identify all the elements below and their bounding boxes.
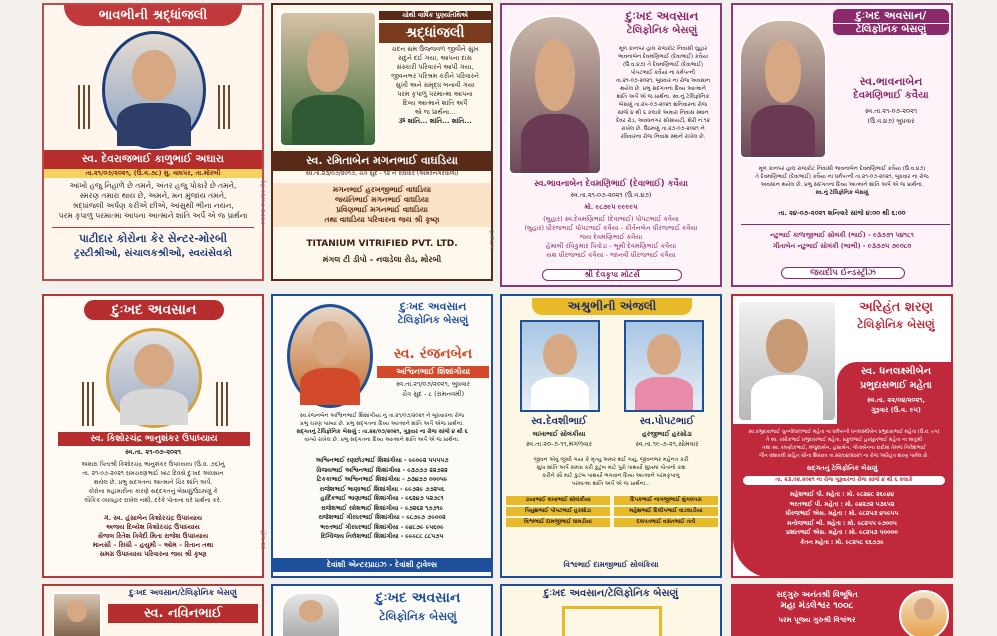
contact-line: રાજેશભાઈ રમેશભાઈ શિશાંગીયા - ૯૭૨૬૨ ૧૭૭૧૯ xyxy=(320,504,444,512)
notice-line: અવસાન થયેલ છે. પ્રભુ સદગતના દિવ્ય આત્માને શાંતિ અર્પે એ જ પ્રાર્થના. xyxy=(760,182,924,188)
portrait-photo xyxy=(281,592,341,636)
ad-banner: અશ્રુભીની અંજલી xyxy=(532,298,692,315)
family-member: જયંતિભાઈ મગનભાઈ વાઘડિયા xyxy=(335,195,429,204)
ad-banner: ભાવભીની શ્રદ્ધાંજલી xyxy=(64,5,242,26)
contact-line: રાજેશભાઈ ભાણાભાઈ શિશાંગીયા - ૯૯૭૨૯ ૭૭૨૫૬ xyxy=(319,485,445,493)
ad-banner: દુઃખદ અવસાન xyxy=(625,9,699,23)
ad-banner: દુઃખદ અવસાન xyxy=(399,300,467,313)
portrait-photo xyxy=(737,300,837,422)
family-member: વિશ્વભાઈ દામજીભાઈ ધામડીયા xyxy=(506,518,610,527)
ad-banner: દુઃખદ અવસાન xyxy=(375,590,461,606)
family-member: હેમાલી રવિકુમાર પિત્રોડા - ભૂમી દેવમણિભાઈ કવૈયા xyxy=(545,242,677,250)
incense-right-icon xyxy=(212,372,232,426)
obituary-ad-row3-2 xyxy=(271,584,493,636)
contact-line: ભરતભાઈ ગીરધરભાઈ શિશાંગીયા - ૯૪૮૭૯ ૯૫૬૦૯ xyxy=(320,523,444,531)
ad-banner: દુઃખદ અવસાન/ટેલિફોનિક બેસણું xyxy=(543,588,679,599)
header-line: સદ્ગુરુ અનંતશ્રી વિભૂષિત xyxy=(776,590,858,599)
deceased-name-2: અશ્વિનભાઈ શિશાંગીયા xyxy=(377,366,489,378)
ad-banner: શ્રદ્ધાંજલી xyxy=(379,23,491,43)
family-member: પ્રવિણભાઈ મગનભાઈ વાઘડિયા xyxy=(336,205,428,214)
portrait-photo xyxy=(739,19,827,159)
deceased-name-2: દેવમણિભાઈ કવૈયા xyxy=(853,90,929,101)
om-shanti: ૐ શાંતિ... શાંતિ... શાંતિ... xyxy=(398,117,472,125)
ad-banner: દુઃખદ અવસાન xyxy=(84,300,224,320)
besnu-label: સદ્ગતનું ટેલિફોનિક બેસણું xyxy=(806,464,878,472)
notice-line: મૂળ કાનપર હાલ રાજકોટ નિવાસી ભાવનાબેન દેવમણિભાઈ કવૈયા (ઉ.વ.૪૭) xyxy=(758,166,926,172)
family-member: દલપતભાઈ વસંતભાઈ તંતી xyxy=(614,518,718,527)
deceased-name: સ્વ.ભાવનાબેન xyxy=(859,75,923,88)
family-member: દિપકભાઈ નાગજીભાઈ મુંગલપરા xyxy=(614,496,718,505)
obituary-ad-kishorchandra xyxy=(42,294,264,578)
notice-line: સ્વ.નું ટેલિફોનિક બેસણું xyxy=(815,190,869,196)
dates: તા.૨૧/૦૭/૨૦૨૧, (ઉ.વ.૭૮) મુ. વાઘપર, તા.મોરબી xyxy=(44,169,262,178)
notice-line: સદ્ગતનું ટેલિફોનિક બેસણું : તા.૨૨/૦૭/૨૦૨૧, ગુરૂવાર ના રોજ સાંજે ૪ થી ૬ xyxy=(296,429,468,435)
contact-line: હાર્દિકભાઈ ભાણાભાઈ શિશાંગીયા - ૯૬૨૪૭ ૫૨૭૮૧ xyxy=(320,495,444,502)
contact-line: પ્રશાંતભાઈ એસ. મહેતા : મો. ૯૮૨૫૩ ૫૦૦૦૦ xyxy=(786,529,898,536)
company-address: મંગલ ટી ડીપો – નવાડેલા રોડ, મોરબી xyxy=(322,255,442,264)
deceased-name: સ્વ. રંજનબેન xyxy=(393,346,473,362)
notice-line: અમારા પિતાશ્રી કિશોરચંદ્ર ભાનુશંકર ઉપાધ્યાય (ઉ.વ. ૭૬)નું xyxy=(81,461,225,468)
deceased-name: સ્વ. નવિનભાઈ xyxy=(108,604,258,623)
sponsor: શ્રી દેવકૃપા મોટર્સ xyxy=(542,269,682,281)
notice-line: રવિવારના રોજ નિવાસ સ્થાને રાખેલ છે. xyxy=(620,134,706,140)
date-right: સ્વ.તા.૧૯-૭-૨૧,સોમવાર xyxy=(635,440,699,448)
portrait-photo xyxy=(102,31,206,149)
notice-line: કરીને સૌ માટે કુટંબ પાથર્યો ભગવાન દિવ્ય આત્માને પરમકૃપાળુ xyxy=(542,473,680,479)
poem-line: જીવનભર પરિશ્રમ કરીને પરિવારને xyxy=(391,72,479,80)
contact-line: ગીતાબેન નટુભાઈ સોલંકી (ભાભી) - ૯૩૭૭૫ ૭૯૦૮૦ xyxy=(772,242,912,250)
sub-name-right: હરજીભાઈ હરસોડા xyxy=(642,430,692,438)
ad-banner: દુઃખદ અવસાન/ xyxy=(833,9,949,23)
portrait-photo xyxy=(52,592,102,636)
portrait-photo xyxy=(106,328,202,428)
notice-line: તા.૨૧-૦૭-૨૦૨૧, બુધવાર ના રોજ અવસાન xyxy=(615,78,711,84)
contact-line: કેતન મહેતા : મો. ૯૮૨૫૮ ૬૬૭૭૯ xyxy=(800,538,884,546)
family-member: મગનભાઈ હરખજીભાઈ વાઘડિયા xyxy=(332,185,432,194)
notice-line: (ઉ.વ.૪૭) તે દેવમણિભાઈ (દેવાભાઈ) xyxy=(622,62,704,68)
org-members: ટ્રસ્ટીશ્રીઓ, સંચાલકશ્રીઓ, સ્વયંસેવકો xyxy=(74,248,232,259)
company-name: TITANIUM VITRIFIED PVT. LTD. xyxy=(306,239,458,249)
contact-line: ધીરજભાઈ એસ. મહેતા : મો. ૯૮૨૫૩ ૪૫૯૫૫ xyxy=(785,510,899,517)
besnu-time: તા. ૨૪-૦૭-૨૦૨૧ શનિવારે સાંજે ૪:૦૦ થી ૬:૦૦ xyxy=(778,209,906,217)
contact-line: મનોજભાઈ બી. મહેતા : મો. ૯૮૨૫૫ ૯૭૦૦૫ xyxy=(787,519,897,527)
family-member: જય દેવમણિભાઈ કવૈયા xyxy=(579,233,643,241)
deceased-name: સ્વ. કિશોરચંદ્ર ભાનુશંકર ઉપાધ્યાય xyxy=(58,432,250,446)
dates: સ્વ.તા.૨૧-૦૭-૨૦૨૧ xyxy=(864,107,918,115)
notice-line: મૂળ કાનપર હાલ રાજકોટ નિવાસી લુહાર xyxy=(618,46,708,52)
notice-line: થયેલ છે. પ્રભુ સદગતના દિવ્ય આત્માને xyxy=(620,86,706,92)
header-line: મહા મંડલેશ્વર ૧૦૦૮ xyxy=(780,601,854,611)
obituary-ad-ramitaben xyxy=(271,3,493,281)
family-member: માનસી – રિધ્ધી – હયુમી – ઓમ – રિતાન તથા xyxy=(92,541,214,549)
notice-line: તે સ્વ. રસીકભાઈ પ્રભુદાસભાઈ મહેતા, પ્રફુલભાઈ હરસુખભાઈ મહેતા ના માતુશ્રી xyxy=(765,437,923,443)
poem-line: સદુને દઈ ગયા, આપના દાસ xyxy=(398,54,472,62)
age: ગુરૂવાર (ઉ.વ. ૯૫) xyxy=(871,406,921,414)
notice-line: થયેલ છે. પ્રભુ સદગતના આત્માને ચિર શાંતિ અર્પે. xyxy=(93,479,213,486)
notice-line: વાગ્યે રાખેલ છે. પ્રભુ સદ્ગતના દિવ્ય આત્માને શાંતિ અર્પે એ જ પ્રાર્થના. xyxy=(304,437,460,443)
portrait-photo xyxy=(279,11,377,147)
header-line: પરમ પૂજ્ય ગુરુશ્રી વિશ્વંભર xyxy=(778,616,856,624)
deceased-name: સ્વ. રમિતાબેન મગનભાઈ વાઘડિયા xyxy=(273,151,491,171)
notice-line: પોપટભાઈ કવૈયા ના ધર્મપત્ની xyxy=(630,70,696,76)
notice-line: પરમાત્મા શાંતિ અર્પે એ જ પ્રાર્થના... xyxy=(571,481,651,487)
dates: સ્વ.તા.૨૧/૦૭/૨૦૨૧, બુધવાર xyxy=(395,380,471,388)
ad-banner-sub: ટેલિફોનિક બેસણું xyxy=(379,610,457,623)
family-member: ડાયાભાઈ લખાભાઈ સોલંકીયા xyxy=(506,496,610,505)
contact-line: રાજેશભાઈ ગીરધરભાઈ શિશાંગીયા - ૯૮૭૯૭ ૭૯૦૦૨ xyxy=(318,514,446,521)
contact-line: ટિકકાભાઈ અશ્વિનભાઈ શિશાંગીયા - ૭૩૪૭૭ ૦૦૦૫૯ xyxy=(316,476,448,483)
deceased-name: સ્વ. ધનલક્ષ્મીબેન xyxy=(860,366,932,377)
dates: સ્વ.તા.૨૩/૦૭/૨૦૧૭, ચૈત્ર સુદ - ૧૨ ને રવિવાર (અમરનગરવાળા) xyxy=(305,170,459,177)
sponsor: જયદીપ ઈન્ડસ્ટ્રીઝ xyxy=(781,267,905,279)
age: (ઉ.વ.૪૭) બુધવાર xyxy=(867,117,915,125)
deceased-name-left: સ્વ.દેવશીભાઈ xyxy=(531,416,587,427)
ad-banner-sub: ટેલિફોનિક બેસણું xyxy=(833,24,949,35)
family-member: અજય દિવ્યેશ કિશોરચંદ્ર ઉપાધ્યાય xyxy=(106,523,200,531)
contact-line: વિજયભાઈ અશ્વિનભાઈ શિશાંગીયા - ૯૩૭૭૭ ૨૨૭૨૨ xyxy=(316,466,448,474)
org-name: પાટીદાર કોરોના કેર સેન્ટર-મોરબી xyxy=(79,232,227,245)
obituary-ad-devshibhai-popatbhai xyxy=(500,294,722,578)
family-member: સેજલ રિતેશ ત્રિવેદી મિતા રાજેશ ઉપાધ્યાય xyxy=(97,532,209,540)
sub-name-left: લાખાભાઈ સોલંકીયા xyxy=(532,430,586,438)
notice-line: રાખેલ છે. ઉઠમણું તા.૨૭-૦૭-૨૦૨૧ ને xyxy=(621,126,705,132)
tribute-line: શ્રદ્ધાંજલી અર્પણ કરીએ છીએ, આંસુથી ભીના નયન, xyxy=(72,201,234,210)
notice-line: દેવર રોડ, અવધનગર સોસાયટી, શેરી નં.૧૨ xyxy=(616,118,710,124)
sponsor: વિશ્વભાઈ દામજીભાઈ સોલંકિયા xyxy=(563,560,659,569)
family-member: પિયુશભાઈ પોપટભાઈ હરસોડા xyxy=(506,507,610,516)
family-member: મહેશભાઈ દિલીપભાઈ વાડલાડીયા xyxy=(614,507,718,516)
contact-line: ભરતભાઈ પી. મહેતા : મો. ૯૪૨૭૨ ૫૩૬૫૨ xyxy=(789,500,895,508)
poem-line: સુખી અને સમૃદ્ધ બનાવી ગયા xyxy=(395,81,475,89)
contact-line: અશ્વિનભાઈ રણછોડભાઈ શિશાંગીયા - ૯૯૦૯૨ ૫૫૫૫૭ xyxy=(315,457,449,464)
notice-line: સ્વ.રંજનબેન અશ્વિનભાઈ શિશાંગીયા નું તા.૨૧/૦૭/૨૦૨૧ ને બુધવારના રોજ xyxy=(299,413,465,419)
sponsor: દેવાંશી એન્ટરપ્રાઇઝ - દેવાંશી ટ્રાવેલ્સ xyxy=(273,558,491,572)
contact-line: મહેશભાઈ પી. મહેતા : મો. ૯૮૨૪૮ ૨૬૯૪૪ xyxy=(789,491,895,498)
poem-line: દિવ્ય આત્માને શાંતિ અર્પે xyxy=(402,99,468,107)
ad-banner-sub: ટેલિફોનિક બેસણું xyxy=(397,315,469,326)
family-member: (લુહાર) ધીરજભાઈ પોપટભાઈ કવૈયા - કીર્તનબેન ધીરજભાઈ કવૈયા xyxy=(524,224,698,232)
notice-line: જૈન વંશાવલી સહિત સૌના શિરછત્ર તા.૨૨/૦૪/૨૦૨૧ ના રોજ અરિહંત શરણ પામેલ છે. xyxy=(759,453,929,459)
ad-code: રૂ.૧૧૭૫ xyxy=(488,230,495,250)
ad-banner-sub: ટેલિફોનિક બેસણું xyxy=(857,318,935,331)
notice-line: શાંતિ અર્પે એ જ પ્રાર્થના. સ્વ.નું ટેલિફોનિક xyxy=(616,94,710,100)
notice-line: ભાવનાબેન દેવમણિભાઈ (દેવાભાઈ) કવૈયા xyxy=(617,54,709,60)
deceased-name: સ્વ.ભાવનાબેન દેવમણિભાઈ (દેવાભાઈ) કવૈયા xyxy=(534,179,688,189)
phone: મો. ૯૮૭૯૫ ૯૯૯૯૫ xyxy=(584,203,638,211)
notice-line: બેસણું તા.૨૫-૦૭-૨૦૨૧ શનિવારના રોજ xyxy=(618,102,708,108)
ad-code: ધ્રોળ-૨૨ xyxy=(259,530,266,549)
notice-line: તા. ૨૧-૦૭-૨૦૨૧ રામચરણભાઈ ખાંટ દિવસે દુઃખદ અવસાન xyxy=(82,470,224,477)
anniversary-label: ચોથી વાર્ષિક પુણ્યતિથિએ xyxy=(379,11,491,20)
incense-left-icon xyxy=(78,372,98,426)
obituary-ad-dhanlaxmiben xyxy=(731,294,953,578)
obituary-ad-bhavnaben-2 xyxy=(731,3,953,287)
ad-banner: અરિહંત શરણ xyxy=(859,300,933,315)
tribute-line: પરમ કૃપાળુ પરમાત્મા આપના આત્માને શાંતિ અર્પે એ જ પ્રાર્થના xyxy=(58,211,248,220)
notice-line: જીવન એવું જીવી ગયા કે મૃત્યુ અમર થઈ ગયું, જીવનભર મહેનત કરી xyxy=(533,457,689,463)
dates: સ્વ.તા. ૨૨/૦૪/૨૦૨૧, xyxy=(867,396,925,404)
family-member: તથા વાઘડિયા પરિવારના જય શ્રી કૃષ્ણ xyxy=(324,215,440,224)
portrait-photo xyxy=(287,304,373,408)
obituary-ad-row3-4 xyxy=(731,584,953,636)
obituary-ad-navinbhai xyxy=(42,584,264,636)
family-member: (લુહાર) સ્વ.દેવમણિભાઈ (દેવાભાઈ) પોપટભાઈ કવૈયા xyxy=(543,215,679,223)
incense-left-icon xyxy=(74,75,94,129)
obituary-ad-row3-3 xyxy=(500,584,722,636)
poem-line: એ જ પ્રાર્થના... xyxy=(414,108,456,116)
family-member: યશ ધીરજભાઈ કવૈયા - જાનવી ધીરજભાઈ કવૈયા xyxy=(546,251,676,259)
obituary-ad-ranjanben xyxy=(271,294,493,578)
tribute-line: સ્મરણ તમારા થાય છે, અમને, મન મુંજાંય તમને, xyxy=(79,191,227,200)
notice-line: લૌકિક વ્યવહાર રાખેલ નથી. દરેકે પોતાના ઘરે પ્રાર્થના કરે. xyxy=(84,497,222,504)
obituary-ad-bhavnaben xyxy=(500,3,722,287)
tithi: ચૈત્ર સુદ - ૮ (રામનવમી) xyxy=(401,390,465,398)
deceased-name-right: સ્વ.પોપટભાઈ xyxy=(639,416,695,427)
contact-line: નટુભાઈ કાળાજીભાઈ સોલંકી (ભાઈ) - ૯૩૭૭૧ ૫૪૧૮૧ xyxy=(770,231,914,239)
portrait-photo-left xyxy=(520,320,600,412)
poem-line: પરમ કૃપાળુ પરમાત્મા આપના xyxy=(397,90,473,98)
deceased-name-2: પ્રભુદાસભાઈ મહેતા xyxy=(860,380,932,391)
notice-line: પ્રભુ ચરણ પામ્યા છે. પ્રભુ સદ્ગતના દિવ્ય આત્માને શાંતિ અર્પે એજ પ્રાર્થના. xyxy=(300,421,464,427)
notice-line: સાંજે ૪ થી ૬ કલાકે અમારા નિવાસ સ્થાન xyxy=(617,110,709,116)
dates: સ્વ.તા. ૨૧-૦૭-૨૦૨૧ xyxy=(125,448,181,456)
deceased-name: સ્વ. દેવરાજભાઈ કાળુભાઈ અઘારા xyxy=(44,150,262,169)
notice-line: કોરોના મહામારીના કારણે સદ્દગતનું બેસણું/ઉઠમણું કે xyxy=(88,488,218,495)
family-member: ગં. સ્વ. હંસાબેન કિશોરચંદ્ર ઉપાધ્યાય xyxy=(103,514,203,522)
ad-banner-sub: ટેલિફોનિક બેસણું xyxy=(626,25,698,36)
guru-photo xyxy=(899,590,949,636)
incense-right-icon xyxy=(214,75,234,129)
portrait-photo-right xyxy=(624,320,704,412)
portrait-photo xyxy=(508,15,602,175)
ad-code: રેફ-૦૨/૦૭-૩૭૪૭ xyxy=(259,180,266,225)
besnu-time: તા. ૨૩.૦૪.૨૦૨૧ ના રોજ ગુરૂવારના રોજ સાંજે ૪ થી ૬ કલાકે xyxy=(743,476,945,485)
contact-line: દિગ્વિજય નિલેશભાઈ શિશાંગીયા - ૯૯૯૮૮ ૮૮૫૭૫ xyxy=(320,533,444,540)
poem-line: સંસ્કારી પરિવારને આપી ગયા, xyxy=(396,63,474,71)
family-member: સમગ્ર ઉપાધ્યાય પરિવારના જય શ્રી કૃષ્ણ xyxy=(99,550,207,558)
notice-line: સુખ શાંતિ અર્પે સમગ્ર કરી કુટુંબ માટે પુરો પાથર્યો સુખમાં પોતાનો કશ xyxy=(536,465,686,471)
date-left: સ્વ.તા.૨૦-૭-૧૧,મંગળવાર xyxy=(525,440,593,448)
notice-line: તે દેવમણિભાઈ (દેવાભાઈ) કવૈયા ના ધર્મપત્ની તા.૨૧-૦૭-૨૦૨૧, બુધવાર ના રોજ xyxy=(755,174,929,180)
obituary-ad-devrajbhai xyxy=(42,3,264,281)
poem-line: ચંદન સમ ઉજ્જવળ જીવીને સુખ xyxy=(391,45,479,53)
ad-banner: દુઃખદ અવસાન/ટેલિફોનિક બેસણું xyxy=(129,588,237,597)
notice-line: સ્વ.પ્રભુદાસભાઈ ચુન્નીલાલભાઈ મહેતા ના ધર્મપત્ની ધનલક્ષ્મીબેન પ્રભુદાસભાઈ મહેતા (ઉ.વ. ૯૫) xyxy=(748,429,940,435)
dates: સ્વ.તા.૨૧-૦૭-૨૦૨૧ (ઉ.વ.૪૭) xyxy=(570,191,652,199)
notice-line: તથા સ્વ. રમણીકભાઈ, મંજુલાબેન, હંસાબેન, ગીતાબેનના દાદીમાં તેમજ નિલેશભાઈ xyxy=(762,445,926,451)
tribute-line: આંખો હજુ નિહાળે છે તમને, અંતર હજુ પોકારે છે તમને, xyxy=(69,181,237,190)
